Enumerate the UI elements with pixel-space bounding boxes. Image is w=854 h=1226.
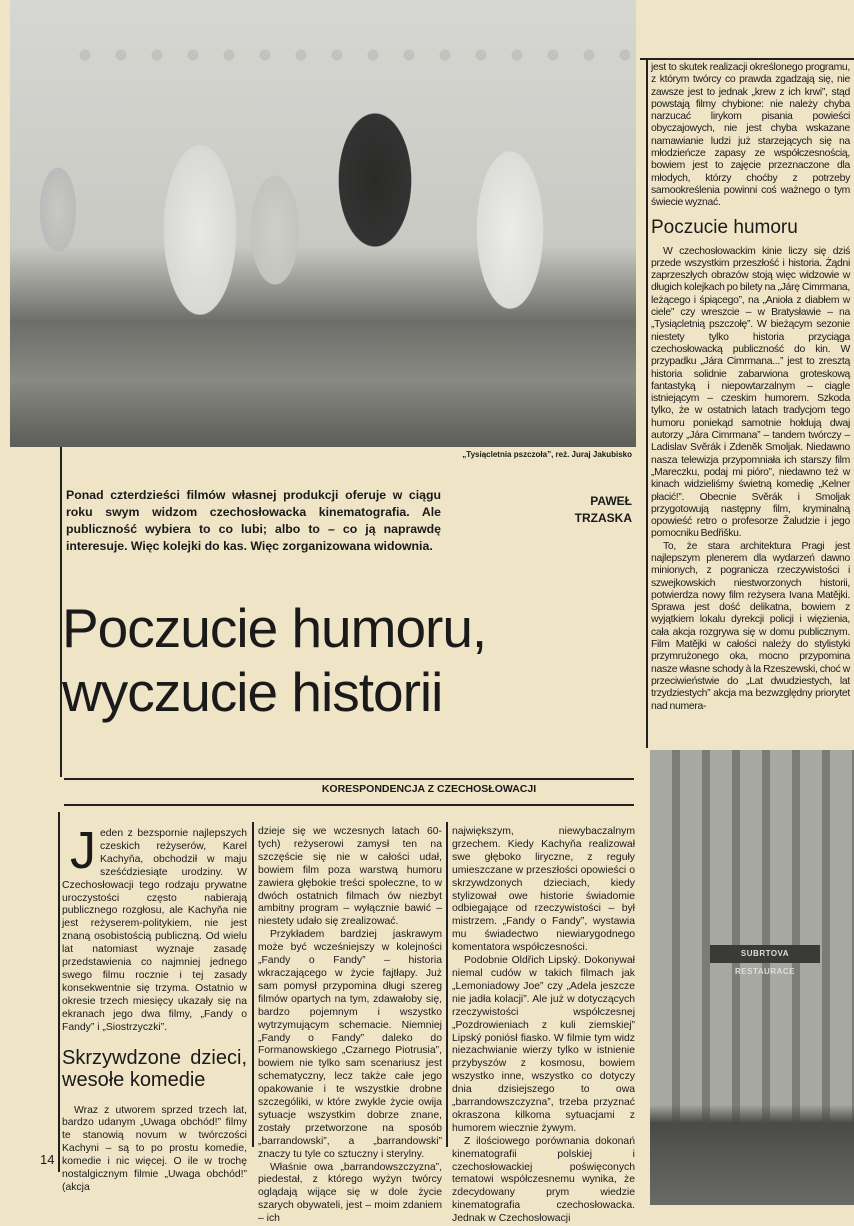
paragraph: jest to skutek realizacji określonego programu, z którym twórcy co prawda zgadzają się, nie zawsze jest to jednak „krew z ich krwi”, stąd powstają filmy chybione: nie należy chyba narzucać lirykom pisania powieści obyczajowych, nie jest chyba wskazane namawianie ludzi już starzejących się na młodzieńcze zapasy ze współczesnością, bowiem jest to zajęcie przeznaczone dla młodych, którzy choćby z potrzeby samookreślenia powinni coś ważnego o tym świecie wyznać. xyxy=(651,62,850,209)
section-label: KORESPONDENCJA Z CZECHOSŁOWACJI xyxy=(321,783,537,795)
divider xyxy=(64,778,634,780)
restaurant-sign: SUBRTOVA RESTAURACE xyxy=(710,945,820,963)
author-first-name: PAWEŁ xyxy=(590,494,632,508)
lead-paragraph: Ponad czterdzieści filmów własnej produkcji oferuje w ciągu roku swym widzom czechosłowacka kinematografia. Ale publiczność wybiera to co lubi; albo to – co ją naprawdę interesuje. Więc kolejki do kas. Więc zorganizowana widownia. xyxy=(66,488,441,553)
author-last-name: TRZASKA xyxy=(574,511,632,525)
title-line: Poczucie humoru, xyxy=(62,597,487,659)
drop-cap: J xyxy=(70,822,96,880)
paragraph: To, że stara architektura Pragi jest najlepszym plenerem dla wydarzeń dawno minionych, z pogranicza rzeczywistości i szwejkowskich niestworzonych historii, potwierdza nowy film reżysera Ivana Matějki. Sprawa jest dość delikatna, bowiem z wyjątkiem lokalu dyrekcji policji i więzienia, cała akcja rozgrywa się w domu publicznym. Film Matějki w całości należy do stylistyki przymrużonego oka, mocno przypomina nasze własne schody à la Rzeszewski, choć w przeciwieństwie do „Lat dwudziestych, lat trzydziestych” akcja ma bezwzględny priorytet nad numera- xyxy=(651,540,850,712)
article-column-right xyxy=(651,62,850,713)
author-byline xyxy=(560,493,632,527)
title-line: wyczucie historii xyxy=(62,661,443,723)
article-column-1 xyxy=(62,822,247,1195)
divider xyxy=(64,804,634,806)
paragraph: dzieje się we wczesnych latach 60-tych) reżyserowi zamysł ten na szczęście się nie w całości udał, bowiem film poza warstwą humoru zawiera głębokie treści społeczne, to w dwóch ostatnich filmach ów niezbyt ambitny program – wyłącznie bawić – niestety udało się zrealizować. xyxy=(258,826,442,928)
photo-street-scene xyxy=(650,750,854,1205)
page-number: 14 xyxy=(40,1152,55,1167)
divider xyxy=(646,58,648,748)
page-title xyxy=(62,596,486,724)
subheading: Skrzywdzone dzieci, wesołe komedie xyxy=(62,1046,247,1091)
paragraph: Wraz z utworem sprzed trzech lat, bardzo udanym „Uwaga obchód!” filmy te stanowią novum w twórczości Kachyni – są to po prostu komedie, komedie i nic więcej. O ile w trochę nostalgicznym filmie „Uwaga obchód!” (akcja xyxy=(62,1104,247,1193)
paragraph: W czechosłowackim kinie liczy się dziś przede wszystkim przeszłość i historia. Żądni zaprzeszłych obrazów stoją więc widzowie w długich kolejkach po bilety na „Járę Cimrmana, leżącego i śpiącego”, na „Anioła z diabłem w ciele” czy wreszcie – w Bratysławie – na „Tysiącletnią pszczołę”. W bieżącym sezonie niestety tylko historia przyciąga czechosłowacką publiczność do kin. W przypadku „Jára Cimrmana...” jest to zresztą historia solidnie zabarwiona groteskową fantastyką i niepowtarzalnym – ciągle istniejącym – czeskim humorem. Szkoda tylko, że w ostatnich latach tradycjom tego humoru poniekąd samotnie hołdują dwaj autorzy „Jára Cimrmana” – tandem twórczy – Ladislav Svěrák i Zdeněk Smoljak. Niedawno nasza telewizja przypomniała ich starszy film „Mareczku, podaj mi pióro”, niedawno też w kinach widzieliśmy świetną komedię „Kelner płacić!”. Obecnie Svěrák i Smoljak przygotowują następny film, kryminalną opowieść retro o profesorze Žaludzie i jego pomocniku Bedřišku. xyxy=(651,245,850,540)
photo-caption: „Tysiącletnia pszczoła”, reż. Juraj Jakubisko xyxy=(462,450,632,459)
subheading: Poczucie humoru xyxy=(651,216,798,238)
paragraph: Z ilościowego porównania dokonań kinematografii polskiej i czechosłowackiej poświęconych tematowi współczesnemu wynika, że zdecydowany prym wiedzie kinematografia czechosłowacka. Jednak w Czechosłowacji xyxy=(452,1135,635,1225)
divider xyxy=(58,812,60,1172)
paragraph: Podobnie Oldřich Lipský. Dokonywał niemal cudów w takich filmach jak „Lemoniadowy Joe” czy „Adela jeszcze nie jadła kolacji”. Ale już w dotyczących rzeczywistości współczesnej „Pozdrowieniach z kuli ziemskiej” Lipský poniósł fiasko. W filmie tym widz niezachwianie wierzy tylko w istnienie przybyszów z kosmosu, bowiem wszystko inne, wszystko co dotyczy dnia dzisiejszego to owa „barrandowszczyzna”, trzeba przyznać okraszona kilkoma sytuacjami z humorem wiecznie żywym. xyxy=(452,955,635,1134)
divider xyxy=(446,822,448,1147)
paragraph: Właśnie owa „barrandowszczyzna”, piedestał, z którego wyżyn twórcy oglądają wijące się w dole życie szarych obywateli, jest – moim zdaniem – ich xyxy=(258,1161,442,1225)
paragraph xyxy=(62,822,247,1035)
divider xyxy=(640,58,854,60)
paragraph-text: eden z bezspornie najlepszych czeskich reżyserów, Karel Kachyňa, obchodził w maju sześćdziesiąte urodziny. W Czechosłowacji tego rodzaju prywatne uroczystości często nabierają publicznego rozgłosu, ale Kachyňa nie jest reżyserem-politykiem, nie jest znaną osobistością publiczną. Od wielu lat natomiast wyznaje zasadę przedstawienia co najmniej jednego swego filmu rocznie i tej zasady konsekwentnie się trzyma. Ostatnio w okresie trzech miesięcy ukazały się na ekranach jego dwa filmy, „Fandy o Fandy” i „Siostrzyczki”. xyxy=(62,828,247,1033)
article-column-3 xyxy=(452,826,635,1226)
paragraph: Przykładem bardziej jaskrawym może być wcześniejszy w kolejności „Fandy o Fandy” – historia wkraczającego w życie fajtłapy. Już sam pomysł przypomina długi szereg filmów opartych na tym, zdawałoby się, bardzo pojemnym i wszystko wytrzymującym schemacie. Niemniej „Fandy o Fandy” daleko do Formanowskiego „Czarnego Piotrusia”, bowiem nie tylko sam scenariusz jest schematyczny, lecz także całe jego opakowanie i te wszystkie drobne szczególiki, w które zwykle życie owija sytuacje wszystkim dobrze znane, zostały przetworzone na sposób „barrandowski”, a „barrandowski” znaczy tu tyle co sztuczny i sterylny. xyxy=(258,929,442,1160)
paragraph: największym, niewybaczalnym grzechem. Kiedy Kachyňa realizował swe głęboko liryczne, z reguły umieszczane w przeszłości opowieści o skrzywdzonych dzieciach, kiedy stylizował owe historie świadomie odbiegające od rzeczywistości – był mistrzem. „Fandy o Fandy”, wystawia mu świadectwo niewiarygodnego komentatora współczesności. xyxy=(452,826,635,954)
divider xyxy=(252,822,254,1147)
article-column-2 xyxy=(258,826,442,1226)
photo-film-still xyxy=(10,0,636,447)
